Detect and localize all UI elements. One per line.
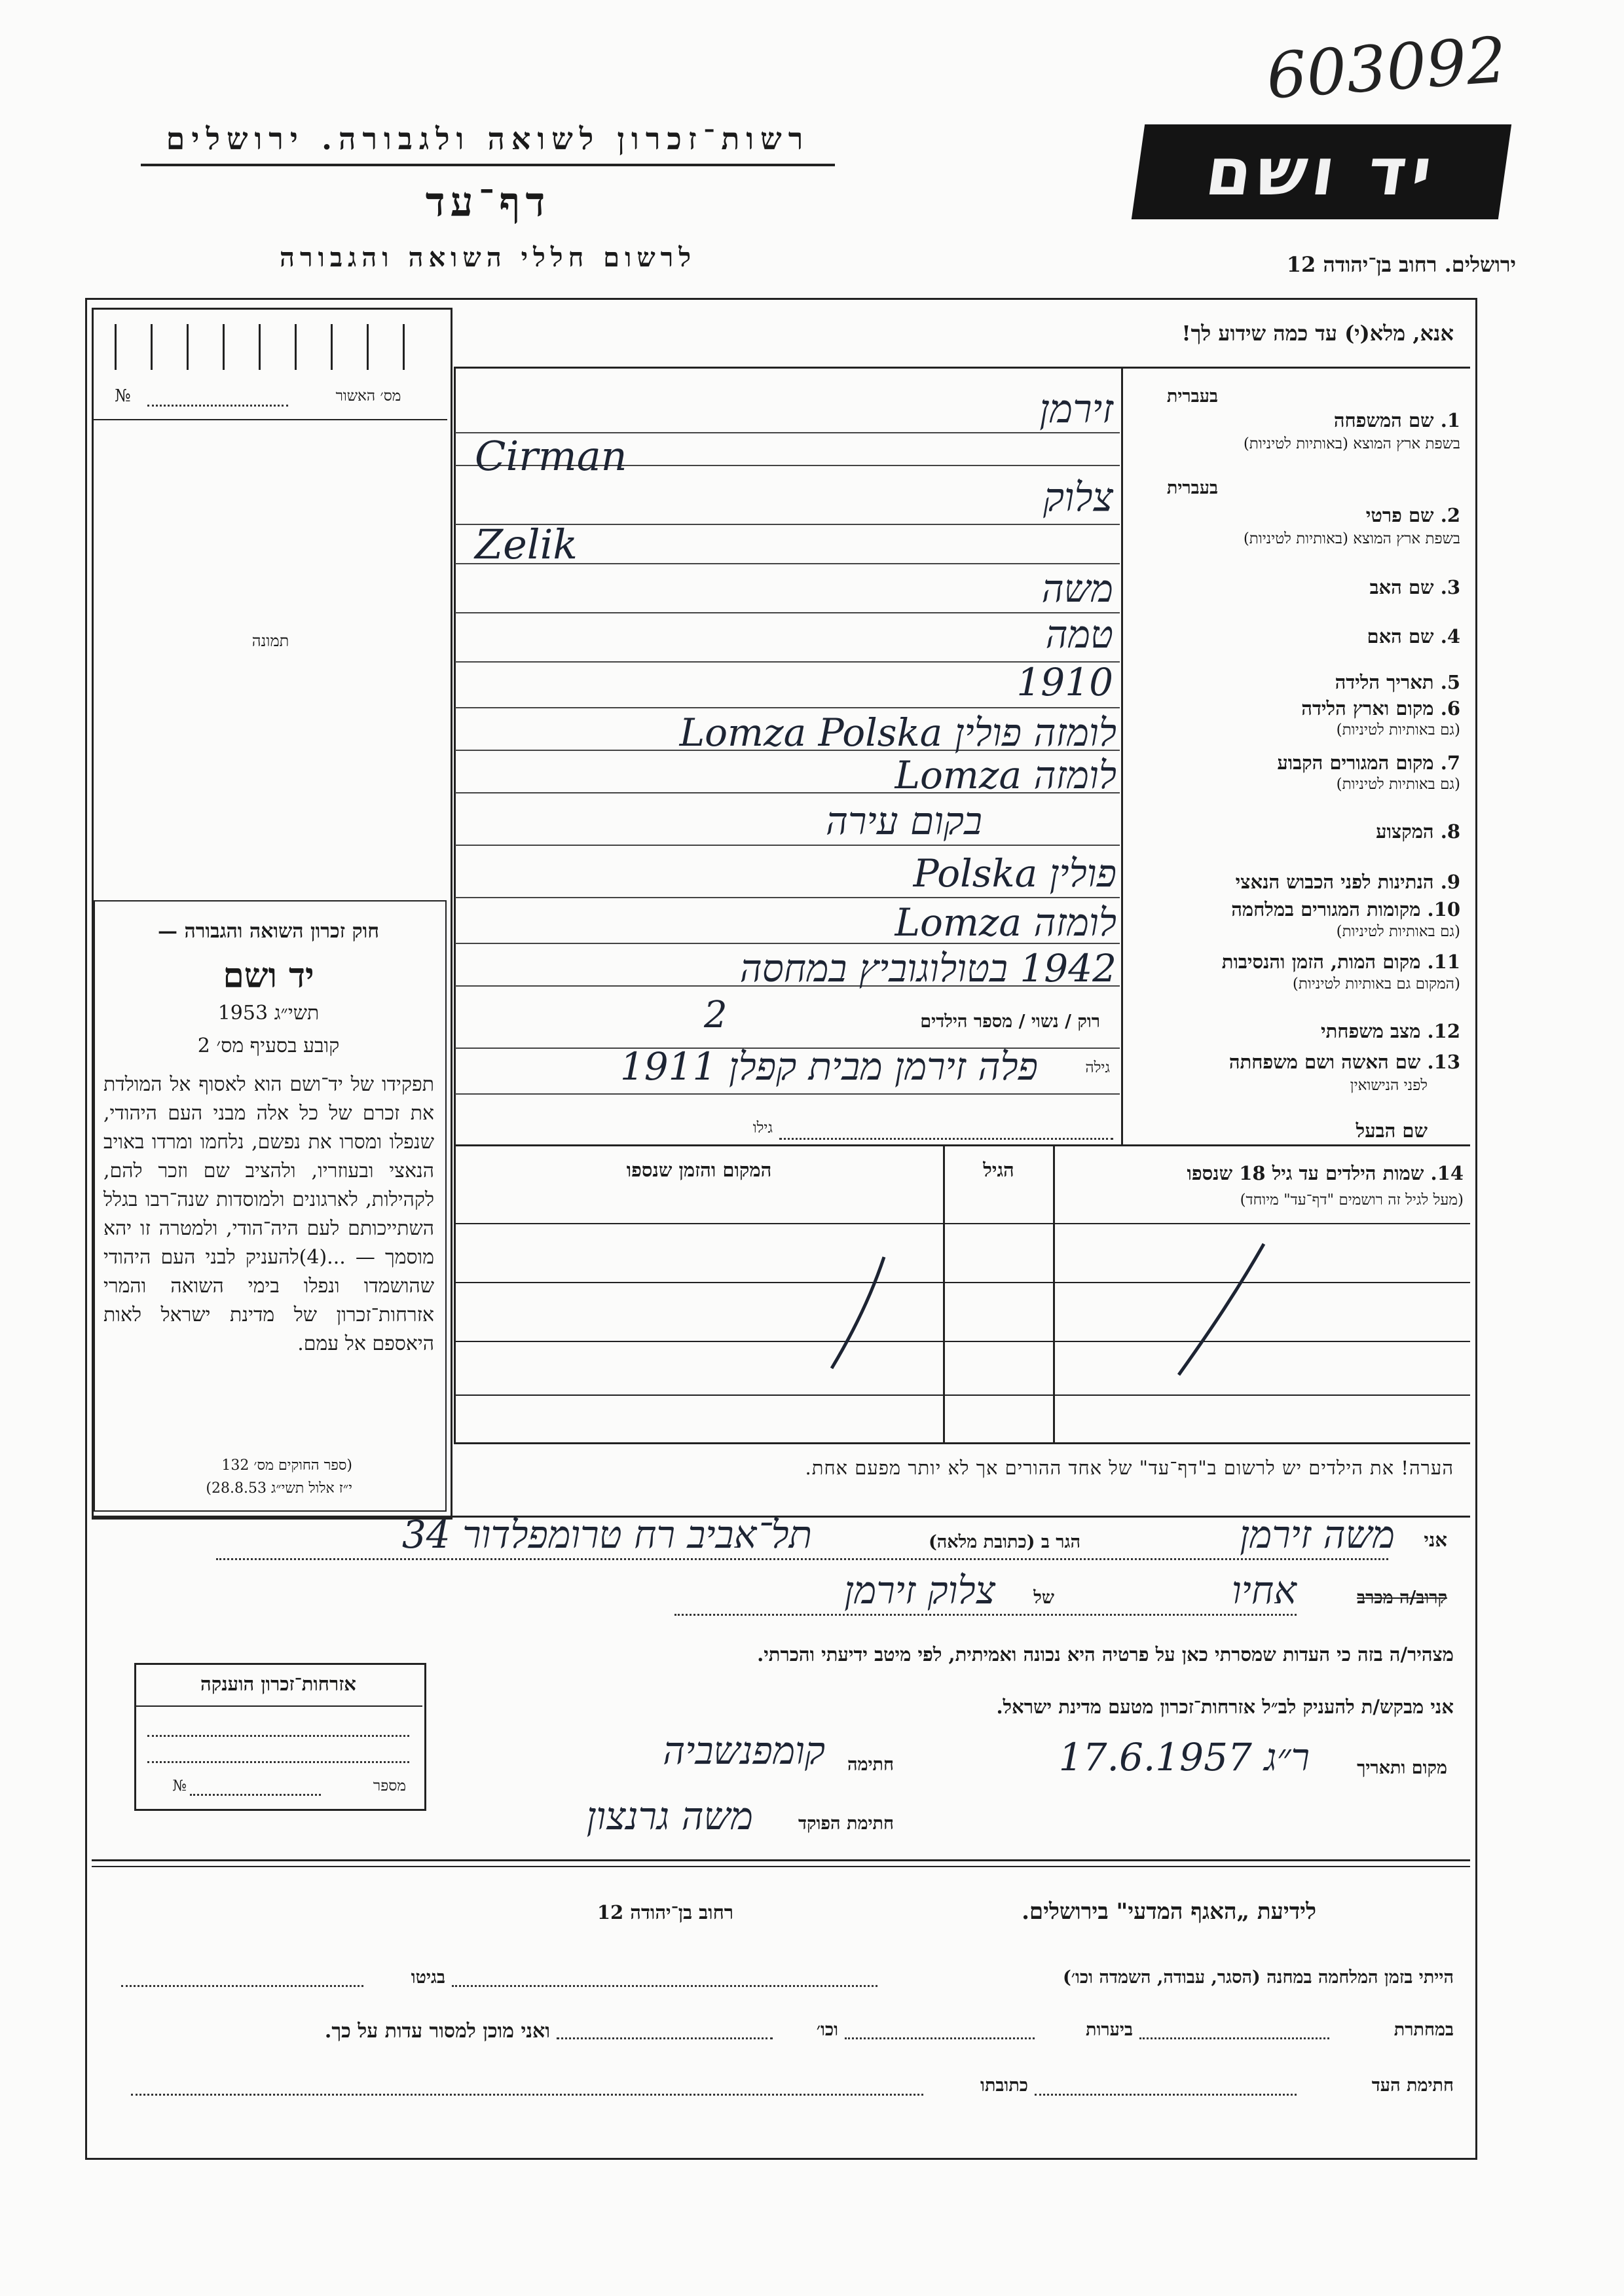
field-3-text: שם האב	[1369, 576, 1434, 598]
place-date-label: מקום ותאריך	[1357, 1758, 1447, 1778]
footer-title: לידיעת „האגף המדעי" בירושלים.	[1022, 1899, 1316, 1925]
law-citation-2: י״ז אלול תשי״ג 28.8.53)	[206, 1480, 352, 1497]
header-rule	[141, 164, 835, 166]
field-8-text: המקצוע	[1376, 820, 1434, 843]
field-4-label	[1126, 625, 1460, 648]
field-1-latin-value[interactable]: Cirman	[475, 432, 627, 480]
signature-label: חתימה	[847, 1755, 894, 1775]
citizenship-number-field[interactable]	[190, 1794, 321, 1796]
fields-divider	[1121, 367, 1123, 1144]
witness-address-field[interactable]	[131, 2094, 923, 2096]
field-2-hebrew-value[interactable]: צלוק	[1043, 475, 1113, 520]
form-intro: אנא, מלא(י) עד כמה שידוע לך!	[1181, 321, 1454, 346]
decl-victim-name[interactable]: צלוק זירמן	[844, 1568, 995, 1613]
field-13-value[interactable]: פלה זירמן מבית קפלן 1911	[619, 1044, 1038, 1089]
field-3-num: 3.	[1440, 576, 1460, 598]
citizenship-title: אזרחות־זכרון הוענקה	[200, 1673, 356, 1695]
approval-ticks	[115, 324, 435, 370]
photo-label: תמונה	[251, 632, 289, 650]
footer-address-label: כתובתו	[980, 2075, 1028, 2096]
law-citation-1: (ספר החוקים מס׳ 132	[221, 1457, 352, 1474]
signature-value[interactable]: קומפנשביה	[663, 1728, 825, 1773]
approval-label: מס׳ האשור	[335, 388, 401, 405]
archive-number: 603092	[1264, 23, 1509, 113]
field-11-label	[1126, 951, 1460, 974]
officer-value[interactable]: משה גרנצון	[586, 1794, 753, 1838]
husband-age-label: גילו	[752, 1120, 773, 1137]
field-7-label	[1126, 752, 1460, 774]
law-name: יד ושם	[223, 956, 314, 996]
field-10-label	[1126, 898, 1460, 921]
field-12-label	[1126, 1020, 1460, 1043]
in-hebrew-2: בעברית	[1166, 478, 1218, 498]
decl-address-label: הגר ב (כתובת מלאה)	[928, 1532, 1080, 1552]
field-4-value[interactable]: טמה	[1045, 612, 1113, 657]
children-sub: (מעל לגיל זה רושמים "דף־עד" מיוחד)	[1240, 1192, 1464, 1209]
field-11-text: מקום המות, הזמן והנסיבות	[1221, 951, 1421, 973]
decl-of: של	[1033, 1588, 1054, 1608]
law-year: תשי״ג 1953	[217, 1002, 320, 1025]
field-7-sub: (גם באותיות לטיניות)	[1336, 776, 1460, 793]
footer-underground: במחתרת	[1393, 2020, 1454, 2040]
decl-relation[interactable]: אחיו	[1231, 1568, 1297, 1613]
field-1-hebrew-value[interactable]: זירמן	[1039, 386, 1113, 432]
field-8-value[interactable]: בקום עירה	[826, 799, 982, 843]
field-9-text: הנתינות לפני הכבוש הנאצי	[1235, 871, 1434, 893]
field-8-label	[1126, 820, 1460, 843]
form-subtitle: לרשום חללי השואה והגבורה	[279, 242, 697, 273]
marital-status-text: רוק / נשוי / מספר הילדים	[920, 1011, 1100, 1032]
field-12-num: 12.	[1427, 1020, 1460, 1042]
field-5-text: תאריך הלידה	[1335, 671, 1434, 693]
children-col-place: המקום והזמן שנספו	[626, 1159, 772, 1181]
field-6-num: 6.	[1440, 697, 1460, 720]
yad-vashem-logo	[1132, 124, 1511, 219]
field-10-text: מקומות המגורים במלחמה	[1231, 898, 1421, 920]
marital-status-line	[681, 1011, 1100, 1032]
children-col-age: הגיל	[983, 1159, 1014, 1181]
header-address: ירושלים. רחוב בן־יהודה 12	[1286, 252, 1516, 277]
field-4-num: 4.	[1440, 625, 1460, 647]
in-hebrew-1: בעברית	[1166, 386, 1218, 407]
field-11-num: 11.	[1427, 951, 1460, 973]
field-10-num: 10.	[1427, 898, 1460, 920]
children-text: שמות הילדים עד גיל 18 שנספו	[1187, 1162, 1424, 1184]
place-date-value[interactable]: ר״ג 17.6.1957	[1058, 1735, 1310, 1779]
field-11-value[interactable]: 1942 בטולוגוביץ במחסה	[739, 946, 1116, 991]
field-7-text: מקום המגורים הקבוע	[1277, 752, 1434, 774]
field-7-value[interactable]: לומזה Lomza	[895, 753, 1116, 797]
officer-label: חתימת הפוקד	[798, 1813, 894, 1834]
field-6-text: מקום וארץ הלידה	[1301, 697, 1434, 720]
field-9-num: 9.	[1440, 871, 1460, 893]
field-1-label	[1126, 409, 1460, 432]
law-section: קובע בסעיף מס׳ 2	[197, 1034, 340, 1057]
field-12-text: מצב משפחתי	[1321, 1020, 1421, 1042]
footer-etc: וכו׳	[816, 2020, 838, 2040]
decl-statement: מצהיר/ה בזה כי העדות שמסרתי כאן על פרטיה היא נכונה ואמיתית, לפי מיטב ידיעתי והכרתי.	[757, 1643, 1454, 1666]
citizenship-number-label: מספר	[373, 1777, 406, 1795]
field-8-num: 8.	[1440, 820, 1460, 843]
field-2-num: 2.	[1440, 504, 1460, 526]
children-label	[1058, 1162, 1464, 1185]
footer-witness-signature-label: חתימת העד	[1371, 2075, 1454, 2096]
field-2-label	[1126, 504, 1460, 527]
field-1-sub: בשפת ארץ המוצא (באותיות לטיניות)	[1243, 435, 1460, 452]
children-num: 14.	[1430, 1162, 1464, 1184]
decl-prefix: אני	[1424, 1529, 1447, 1551]
husband-name-field[interactable]	[779, 1138, 1113, 1140]
logo-text: יד ושם	[1201, 134, 1442, 210]
decl-address[interactable]: תל־אביב רח טרומפלדור 34	[401, 1512, 812, 1557]
footer-line1: הייתי בזמן המלחמה במחנה (הסגר, עבודה, השמדה וכו׳)	[1063, 1967, 1454, 1988]
decl-request: אני מבקש/ת להעניק לב״ל אזרחות־זכרון מטעם מדינת ישראל.	[996, 1696, 1454, 1718]
field-7-num: 7.	[1440, 752, 1460, 774]
field-1-text: שם המשפחה	[1333, 409, 1434, 431]
approval-number-field[interactable]	[147, 405, 288, 407]
authority-title: רשות־זכרון לשואה ולגבורה. ירושלים	[166, 121, 810, 156]
decl-relation-label: קרוב/ה מכרב	[1357, 1588, 1447, 1608]
law-title: חוק זכרון השואה והגבורה —	[158, 920, 379, 943]
field-9-value[interactable]: פולין Polska	[913, 851, 1116, 896]
footer-willing: ואני מוכן למסור עדות על כך.	[324, 2020, 550, 2043]
strike-mark-1	[832, 1257, 884, 1368]
footer-ghetto: בגיטו	[411, 1967, 445, 1988]
field-6-sub: (גם באותיות לטיניות)	[1336, 721, 1460, 738]
field-2-sub: בשפת ארץ המוצא (באותיות לטיניות)	[1243, 530, 1460, 547]
field-2-latin-value[interactable]: Zelik	[475, 520, 578, 568]
witness-signature-field[interactable]	[1035, 2094, 1297, 2096]
children-note: הערה! את הילדים יש לרשום ב"דף־עד" של אחד ההורים אך לא יותר מפעם אחת.	[805, 1457, 1454, 1479]
field-5-num: 5.	[1440, 671, 1460, 693]
field-4-text: שם האם	[1367, 625, 1434, 647]
approval-no-mark: №	[115, 386, 131, 406]
law-body: תפקידו של יד־ושם הוא לאסוף אל המולדת את זכרם של כל אלה מבני העם היהודי, שנפלו ומסרו את נפשם, נלחמו ומרדו באויב הנאצי ובעוזריו, ולהציב שם וזכר להם, לקהילות, לארגונים ולמוסדות שנה־רבו בגלל השתייכותם לעם היה־הודי, ולמטרה זו יהא מוסמך — ...(4)להעניק לבני העם היהודי שהושמדו ונפלו בימי השואה והמרי אזרחות־זכרון של מדינת ישראל לאות היאספם אל עמם.	[103, 1073, 435, 1355]
children-count-value[interactable]: 2	[704, 994, 728, 1036]
field-2-text: שם פרטי	[1365, 504, 1434, 526]
field-13-label	[1126, 1051, 1460, 1074]
field-11-sub: (המקום גם באותיות לטיניות)	[1292, 975, 1460, 993]
children-strike-marks	[786, 1231, 1277, 1388]
field-13-num: 13.	[1427, 1051, 1460, 1073]
field-1-num: 1.	[1440, 409, 1460, 431]
field-10-sub: (גם באותיות לטיניות)	[1336, 923, 1460, 940]
form-title: דף־עד	[425, 178, 551, 226]
decl-name[interactable]: משה זירמן	[1240, 1512, 1395, 1557]
field-10-value[interactable]: לומזה Lomza	[895, 900, 1116, 945]
husband-label: שם הבעל	[1356, 1120, 1428, 1142]
field-13-text: שם האשה ושם משפחתה	[1228, 1051, 1421, 1073]
footer-forests: ביערות	[1085, 2020, 1133, 2040]
wife-age-label: גילה	[1085, 1059, 1110, 1076]
strike-mark-2	[1179, 1244, 1264, 1375]
field-5-value[interactable]: 1910	[1016, 660, 1113, 704]
citizenship-no-mark: №	[172, 1777, 187, 1795]
field-9-label	[1126, 871, 1460, 894]
footer-address: רחוב בן־יהודה 12	[597, 1901, 733, 1923]
field-3-value[interactable]: משה	[1041, 566, 1113, 611]
field-6-value[interactable]: לומזה פולין Lomza Polska	[679, 710, 1116, 755]
field-6-label	[1126, 697, 1460, 720]
field-3-label	[1126, 576, 1460, 599]
field-13-sub: לפני הנישואין	[1350, 1077, 1428, 1094]
field-5-label	[1126, 671, 1460, 694]
